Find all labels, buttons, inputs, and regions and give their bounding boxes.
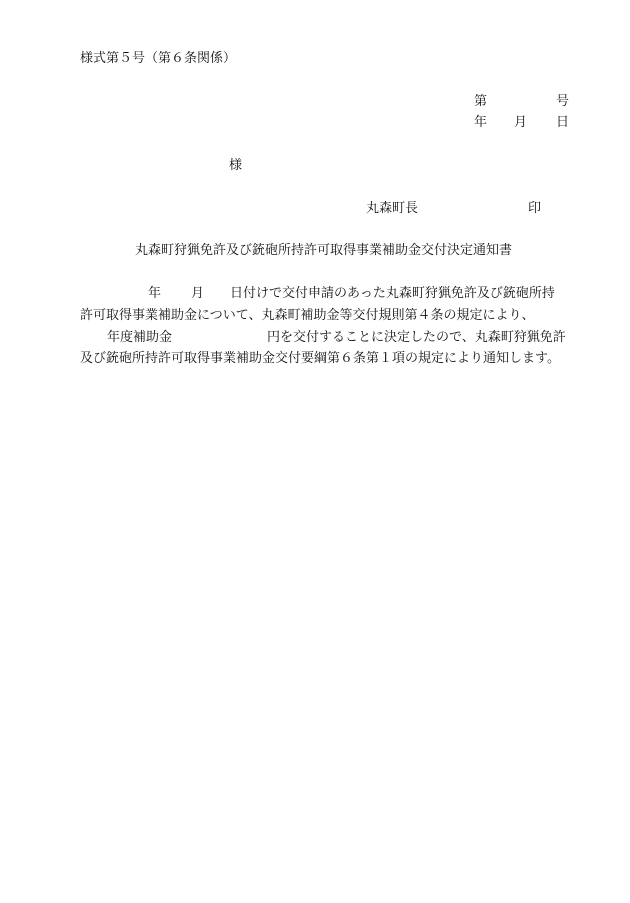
application-year: 年	[148, 286, 162, 301]
body-line-1-text: 日付けで交付申請のあった丸森町狩猟免許及び銃砲所持	[230, 286, 555, 301]
recipient-honorific: 様	[229, 158, 243, 173]
document-number-suffix: 号	[556, 94, 570, 109]
issuer-title: 丸森町長	[366, 201, 419, 216]
body-line-3	[80, 329, 566, 346]
body-line-2: 許可取得事業補助金について、丸森町補助金等交付規則第４条の規定により、	[80, 308, 535, 323]
issue-date-month: 月	[514, 115, 528, 130]
application-month: 月	[191, 286, 205, 301]
body-line-3-text: 円を交付することに決定したので、丸森町狩猟免許	[267, 330, 566, 345]
fiscal-year-label: 年度補助金	[107, 330, 173, 345]
issue-date-day: 日	[556, 115, 570, 130]
form-number: 様式第５号（第６条関係）	[80, 51, 237, 66]
body-line-1	[80, 285, 555, 302]
document-title: 丸森町狩猟免許及び銃砲所持許可取得事業補助金交付決定通知書	[135, 243, 513, 258]
issue-date-year: 年	[474, 115, 488, 130]
body-line-4: 及び銃砲所持許可取得事業補助金交付要綱第６条第１項の規定により通知します。	[80, 351, 560, 366]
seal-mark: 印	[528, 201, 542, 216]
document-number-prefix: 第	[474, 94, 488, 109]
